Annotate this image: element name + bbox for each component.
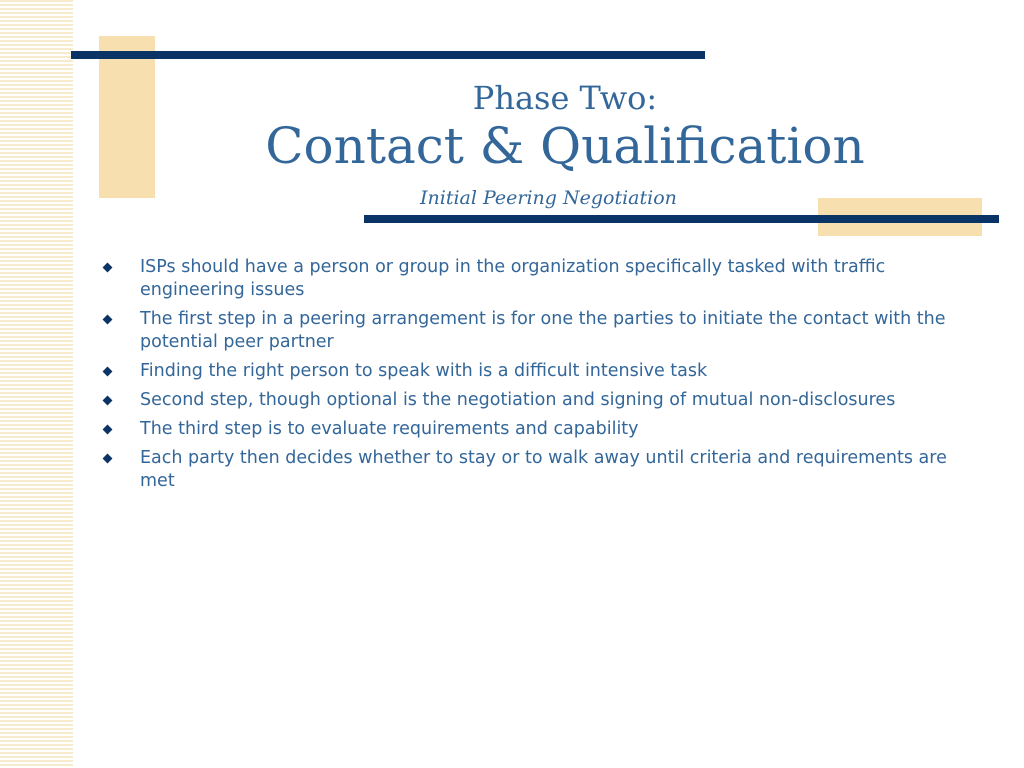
diamond-bullet-icon — [103, 396, 113, 406]
bullet-item — [100, 308, 980, 354]
title-area — [250, 78, 880, 174]
diamond-bullet-icon — [103, 425, 113, 435]
bullet-text: Each party then decides whether to stay or to walk away until criteria and requirements are met — [140, 448, 947, 491]
bullet-item — [100, 389, 980, 412]
slide-subtitle: Initial Peering Negotiation — [420, 187, 677, 209]
bullet-text: The first step in a peering arrangement is for one the parties to initiate the contact with the potential peer partner — [140, 309, 946, 352]
accent-block-left — [99, 36, 155, 198]
slide-title: Contact & Qualification — [265, 117, 865, 175]
bullet-text: ISPs should have a person or group in the organization specifically tasked with traffic engineering issues — [140, 257, 886, 300]
diamond-bullet-icon — [103, 454, 113, 464]
bullet-text: The third step is to evaluate requirements and capability — [140, 419, 639, 439]
bullet-item — [100, 447, 980, 493]
decorative-stripe-band — [0, 0, 73, 768]
bullet-list — [100, 256, 980, 499]
bullet-item — [100, 256, 980, 302]
diamond-bullet-icon — [103, 315, 113, 325]
slide-pre-title: Phase Two: — [472, 79, 658, 117]
title-rule-bottom — [364, 215, 999, 223]
diamond-bullet-icon — [103, 263, 113, 273]
bullet-item — [100, 418, 980, 441]
title-rule-top — [71, 51, 705, 59]
diamond-bullet-icon — [103, 367, 113, 377]
bullet-text: Second step, though optional is the negotiation and signing of mutual non-disclosures — [140, 390, 896, 410]
bullet-text: Finding the right person to speak with is a difficult intensive task — [140, 361, 708, 381]
bullet-item — [100, 360, 980, 383]
